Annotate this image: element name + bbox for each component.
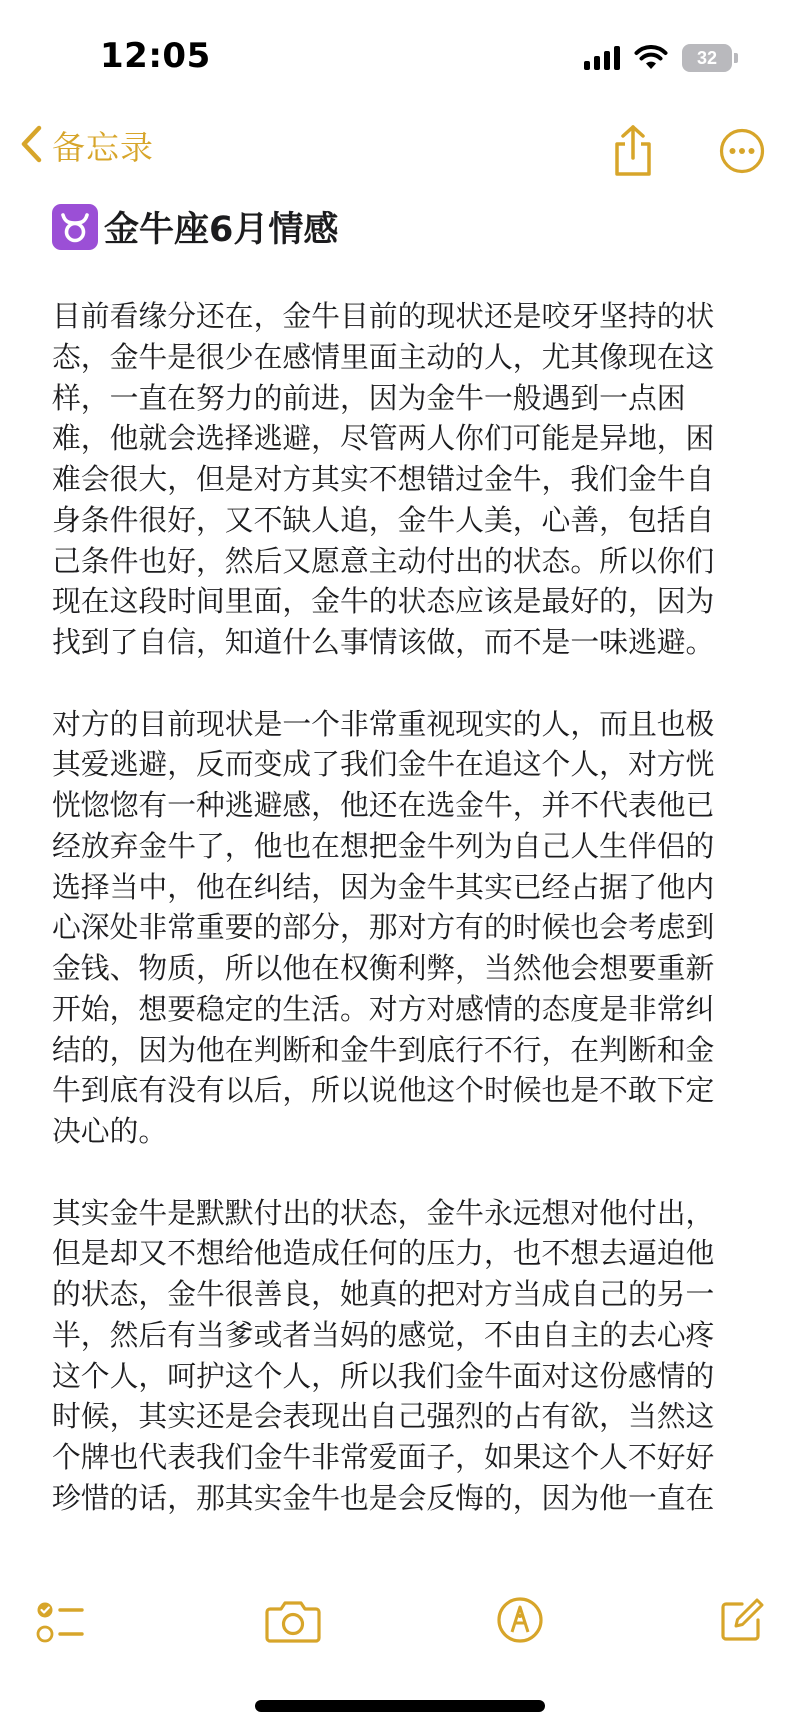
note-line: 其实金牛是默默付出的状态，金牛永远想对他付出， [52, 1195, 715, 1230]
note-line: 珍惜的话，那其实金牛也是会反悔的，因为他一直在 [52, 1480, 715, 1515]
note-line: 对方的目前现状是一个非常重视现实的人，而且也极 [52, 706, 715, 741]
markup-button[interactable] [496, 1596, 544, 1648]
compose-button[interactable] [718, 1596, 766, 1648]
status-bar [0, 0, 800, 110]
share-icon [610, 163, 656, 182]
note-line: 决心的。 [52, 1114, 168, 1148]
note-line: 难，他就会选择逃避，尽管两人你们可能是异地，困 [52, 421, 715, 456]
battery-level: 32 [696, 47, 718, 68]
compose-icon [718, 1629, 766, 1648]
nav-bar [0, 118, 800, 188]
note-line: 找到了自信，知道什么事情该做，而不是一味逃避。 [52, 625, 715, 659]
checklist-icon [36, 1631, 86, 1650]
note-line: 其爱逃避，反而变成了我们金牛在追这个人，对方恍 [52, 747, 715, 782]
note-line: 结的，因为他在判断和金牛到底行不行，在判断和金 [52, 1032, 715, 1067]
note-line: 金钱、物质，所以他在权衡利弊，当然他会想要重新 [52, 951, 715, 985]
note-line: 时候，其实还是会表现出自己强烈的占有欲，当然这 [52, 1399, 715, 1434]
bottom-toolbar [0, 1590, 800, 1680]
taurus-icon [52, 204, 98, 250]
note-line: 态，金牛是很少在感情里面主动的人，尤其像现在这 [52, 339, 715, 374]
note-line: 身条件很好，又不缺人追，金牛人美，心善，包括自 [52, 502, 715, 537]
note-line: 目前看缘分还在，金牛目前的现状还是咬牙坚持的状 [52, 299, 715, 333]
note-line: 己条件也好，然后又愿意主动付出的状态。所以你们 [52, 543, 715, 578]
note-line: 这个人，呵护这个人，所以我们金牛面对这份感情的 [52, 1358, 715, 1393]
note-paragraph [52, 1193, 748, 1519]
cellular-signal-icon [584, 46, 620, 70]
note-line: 的状态，金牛很善良，她真的把对方当成自己的另一 [52, 1277, 715, 1311]
markup-pen-icon [496, 1629, 544, 1648]
note-line: 现在这段时间里面，金牛的状态应该是最好的，因为 [52, 584, 715, 619]
note-paragraph [52, 296, 748, 663]
checklist-button[interactable] [36, 1598, 86, 1650]
back-label: 备忘录 [52, 128, 154, 167]
note-line: 半，然后有当爹或者当妈的感觉，不由自主的去心疼 [52, 1317, 715, 1352]
note-title[interactable] [52, 202, 338, 252]
back-button[interactable] [18, 122, 154, 169]
battery-icon [682, 44, 738, 72]
share-button[interactable] [610, 124, 656, 178]
wifi-icon [634, 45, 668, 71]
paragraph-gap [52, 663, 748, 704]
note-line: 难会很大，但是对方其实不想错过金牛，我们金牛自 [52, 462, 715, 496]
chevron-left-icon [18, 124, 44, 168]
status-time: 12:05 [100, 36, 211, 76]
home-indicator [255, 1700, 545, 1712]
note-line: 牛到底有没有以后，所以说他这个时候也是不敢下定 [52, 1073, 715, 1108]
note-line: 心深处非常重要的部分，那对方有的时候也会考虑到 [52, 910, 715, 945]
note-line: 样，一直在努力的前进，因为金牛一般遇到一点困 [52, 380, 686, 415]
note-line: 但是却又不想给他造成任何的压力，也不想去逼迫他 [52, 1236, 715, 1271]
note-line: 恍惚惚有一种逃避感，他还在选金牛，并不代表他已 [52, 788, 715, 822]
note-line: 开始，想要稳定的生活。对方对感情的态度是非常纠 [52, 991, 715, 1026]
camera-icon [264, 1629, 322, 1648]
paragraph-gap [52, 1152, 748, 1193]
note-body[interactable] [52, 296, 748, 1586]
note-line: 经放弃金牛了，他也在想把金牛列为自己人生伴侣的 [52, 828, 715, 863]
note-line: 选择当中，他在纠结，因为金牛其实已经占据了他内 [52, 869, 715, 904]
note-title-text: 金牛座6月情感 [104, 210, 339, 250]
note-line: 个牌也代表我们金牛非常爱面子，如果这个人不好好 [52, 1440, 715, 1474]
status-indicators [584, 44, 738, 72]
more-button[interactable] [719, 128, 765, 174]
ellipsis-circle-icon [719, 159, 765, 178]
note-paragraph [52, 704, 748, 1152]
camera-button[interactable] [264, 1600, 322, 1648]
